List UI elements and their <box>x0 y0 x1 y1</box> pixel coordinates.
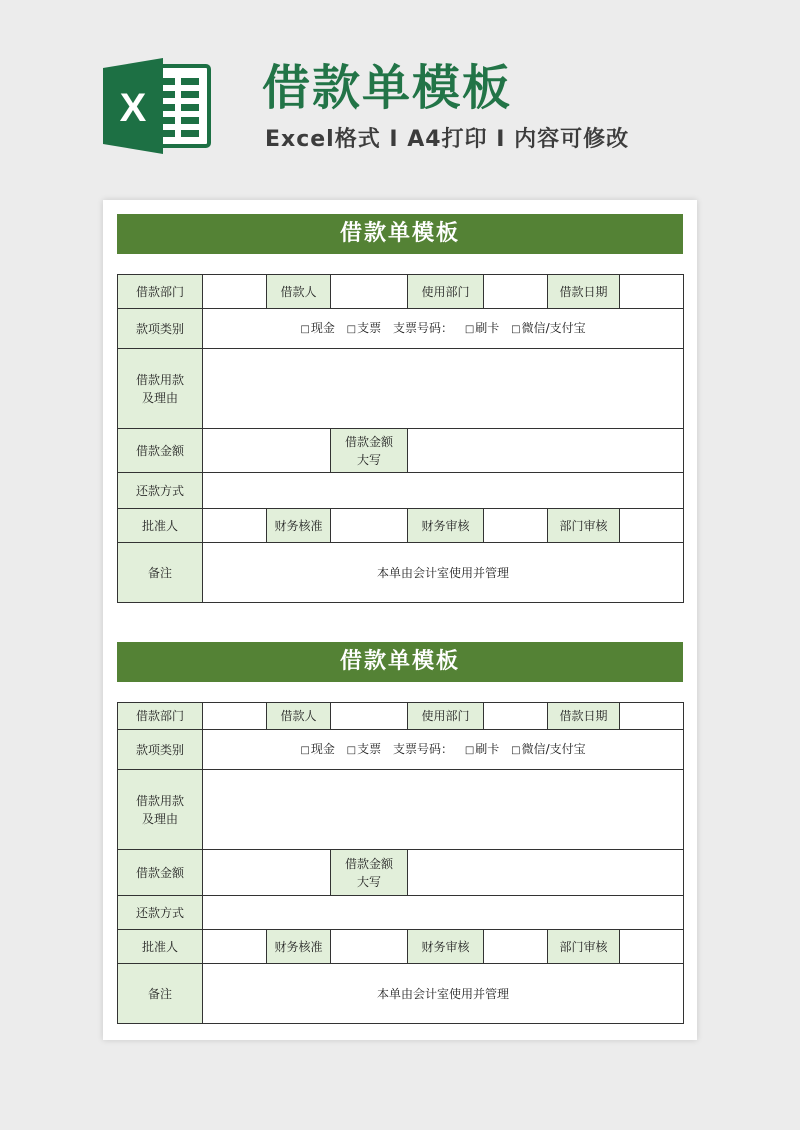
dept-audit-input[interactable] <box>620 930 684 964</box>
finance-audit-input[interactable] <box>484 930 548 964</box>
table-row <box>118 730 684 770</box>
purpose-label <box>118 770 203 850</box>
table-row <box>118 703 684 730</box>
checkbox-icon: □ <box>464 323 475 335</box>
amount-upper-input[interactable] <box>408 850 684 896</box>
finance-audit-label: 财务审核 <box>408 509 484 543</box>
table-row <box>118 309 684 349</box>
table-row <box>118 964 684 1024</box>
use-dept-input[interactable] <box>484 703 548 730</box>
dept-input[interactable] <box>203 275 267 309</box>
approver-label: 批准人 <box>118 509 203 543</box>
finance-approve-label: 财务核准 <box>267 509 331 543</box>
cash-option-label: 现金 <box>310 741 335 756</box>
wechat-option-label: 微信/支付宝 <box>521 320 586 335</box>
table-row <box>118 429 684 473</box>
amount-upper-label-line-1: 借款金额 <box>344 856 393 871</box>
date-input[interactable] <box>620 275 684 309</box>
check-number-label: 支票号码： <box>392 741 453 756</box>
date-input[interactable] <box>620 703 684 730</box>
logo-letter: X <box>119 86 147 130</box>
purpose-label-line-2: 及理由 <box>141 390 178 405</box>
wechat-option-label: 微信/支付宝 <box>521 741 586 756</box>
table-row <box>118 509 684 543</box>
amount-upper-label-line-2: 大写 <box>356 452 381 467</box>
table-row <box>118 349 684 429</box>
repay-input[interactable] <box>203 473 684 509</box>
excel-icon <box>103 58 215 154</box>
finance-approve-label: 财务核准 <box>267 930 331 964</box>
amount-upper-label <box>331 429 408 473</box>
purpose-input[interactable] <box>203 770 684 850</box>
table-row <box>118 850 684 896</box>
table-row <box>118 473 684 509</box>
remark-label: 备注 <box>118 543 203 603</box>
check-option-label: 支票 <box>357 741 382 756</box>
loan-form-table <box>117 702 684 1024</box>
purpose-label <box>118 349 203 429</box>
table-row <box>118 770 684 850</box>
wechat-checkbox[interactable] <box>511 740 586 760</box>
borrower-input[interactable] <box>331 703 408 730</box>
cash-checkbox[interactable] <box>300 319 334 339</box>
approver-input[interactable] <box>203 930 267 964</box>
purpose-label-line-2: 及理由 <box>141 811 178 826</box>
table-row <box>118 275 684 309</box>
finance-audit-input[interactable] <box>484 509 548 543</box>
category-options <box>203 309 684 349</box>
dept-audit-label: 部门审核 <box>548 509 620 543</box>
checkbox-icon: □ <box>346 744 357 756</box>
borrower-label: 借款人 <box>267 275 331 309</box>
borrower-label: 借款人 <box>267 703 331 730</box>
card-option-label: 刷卡 <box>475 320 500 335</box>
finance-approve-input[interactable] <box>331 930 408 964</box>
date-label: 借款日期 <box>548 275 620 309</box>
checkbox-icon: □ <box>300 744 310 756</box>
cash-option-label: 现金 <box>310 320 335 335</box>
purpose-input[interactable] <box>203 349 684 429</box>
use-dept-label: 使用部门 <box>408 275 484 309</box>
cash-checkbox[interactable] <box>300 740 334 760</box>
approver-input[interactable] <box>203 509 267 543</box>
use-dept-label: 使用部门 <box>408 703 484 730</box>
wechat-checkbox[interactable] <box>511 319 586 339</box>
date-label: 借款日期 <box>548 703 620 730</box>
loan-form-table <box>117 274 684 603</box>
remark-value: 本单由会计室使用并管理 <box>203 543 684 603</box>
use-dept-input[interactable] <box>484 275 548 309</box>
amount-upper-input[interactable] <box>408 429 684 473</box>
approver-label: 批准人 <box>118 930 203 964</box>
category-label: 款项类别 <box>118 309 203 349</box>
header <box>0 0 800 190</box>
repay-label: 还款方式 <box>118 896 203 930</box>
repay-input[interactable] <box>203 896 684 930</box>
category-options <box>203 730 684 770</box>
checkbox-icon: □ <box>300 323 310 335</box>
check-checkbox[interactable] <box>347 319 381 339</box>
amount-label: 借款金额 <box>118 429 203 473</box>
dept-audit-label: 部门审核 <box>548 930 620 964</box>
amount-input[interactable] <box>203 429 331 473</box>
purpose-label-line-1: 借款用款 <box>135 793 184 808</box>
loan-form-2 <box>117 642 683 1024</box>
borrower-input[interactable] <box>331 275 408 309</box>
dept-label: 借款部门 <box>118 275 203 309</box>
purpose-label-line-1: 借款用款 <box>135 372 184 387</box>
card-checkbox[interactable] <box>465 319 499 339</box>
amount-upper-label-line-2: 大写 <box>356 874 381 889</box>
checkbox-icon: □ <box>464 744 475 756</box>
table-row <box>118 896 684 930</box>
dept-label: 借款部门 <box>118 703 203 730</box>
repay-label: 还款方式 <box>118 473 203 509</box>
form-title: 借款单模板 <box>117 214 683 254</box>
table-row <box>118 930 684 964</box>
category-label: 款项类别 <box>118 730 203 770</box>
check-checkbox[interactable] <box>347 740 381 760</box>
form-title: 借款单模板 <box>117 642 683 682</box>
loan-form-1 <box>117 214 683 603</box>
check-number-label: 支票号码： <box>392 320 453 335</box>
checkbox-icon: □ <box>346 323 357 335</box>
table-row <box>118 543 684 603</box>
checkbox-icon: □ <box>511 323 521 335</box>
card-option-label: 刷卡 <box>475 741 500 756</box>
checkbox-icon: □ <box>511 744 521 756</box>
card-checkbox[interactable] <box>465 740 499 760</box>
remark-value: 本单由会计室使用并管理 <box>203 964 684 1024</box>
remark-label: 备注 <box>118 964 203 1024</box>
amount-input[interactable] <box>203 850 331 896</box>
finance-approve-input[interactable] <box>331 509 408 543</box>
dept-input[interactable] <box>203 703 267 730</box>
amount-label: 借款金额 <box>118 850 203 896</box>
finance-audit-label: 财务审核 <box>408 930 484 964</box>
check-option-label: 支票 <box>357 320 382 335</box>
template-paper <box>103 200 697 1040</box>
page-title: 借款单模板 <box>262 60 513 116</box>
amount-upper-label-line-1: 借款金额 <box>344 434 393 449</box>
page-subtitle: Excel格式 I A4打印 I 内容可修改 <box>265 127 630 152</box>
amount-upper-label <box>331 850 408 896</box>
dept-audit-input[interactable] <box>620 509 684 543</box>
